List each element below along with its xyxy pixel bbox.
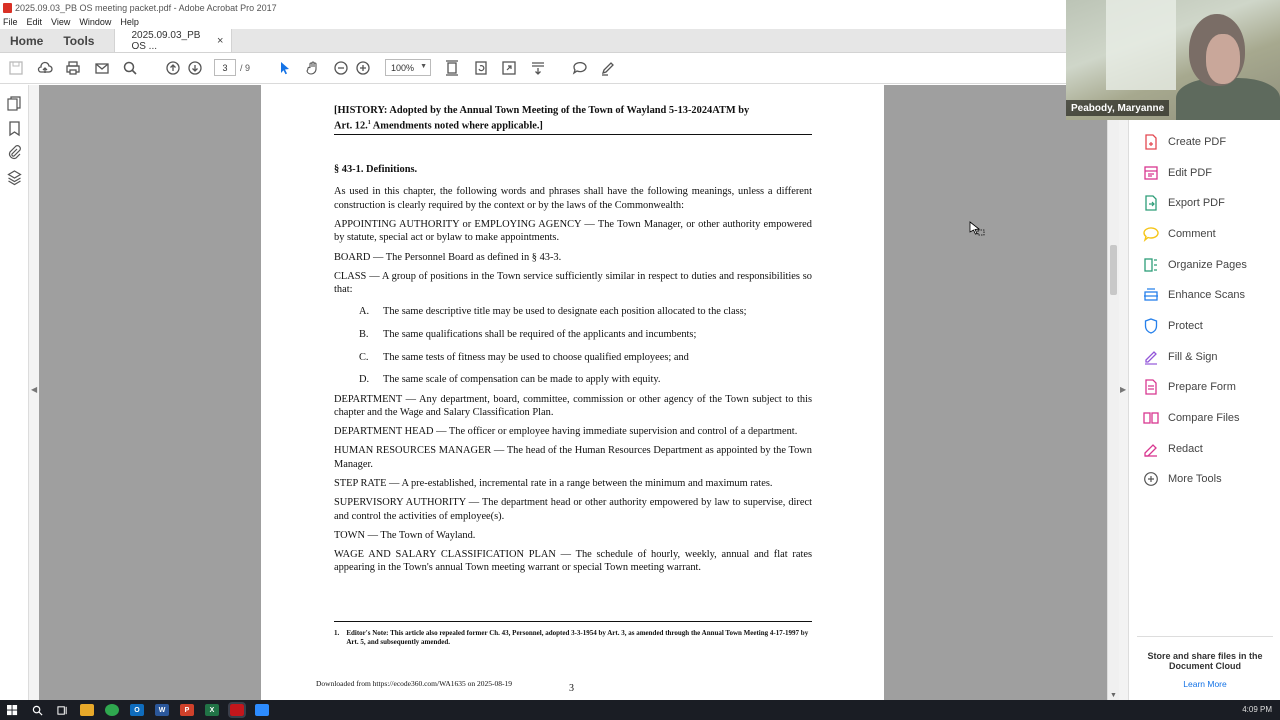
chrome-icon[interactable] [105,704,119,716]
definition-hr-manager: HUMAN RESOURCES MANAGER — The head of the Human Resources Department as appointed by the Town Manager. [334,445,812,470]
file-explorer-icon[interactable] [80,704,94,716]
footnote-text: Editor's Note: This article also repealed former Ch. 43, Personnel, adopted 3-3-1954 by Art. 3, as amended through the Annual Town Meeting 4-17-1997 by Art. 5, and subsequently amended. [346,629,809,646]
tool-label: Export PDF [1168,197,1225,209]
footnote-divider [334,621,812,622]
menu-edit[interactable]: Edit [26,17,43,27]
powerpoint-icon[interactable]: P [180,704,194,716]
chevron-down-icon: ▼ [420,63,427,70]
toolbar [0,53,1066,84]
next-page-icon[interactable] [185,58,205,78]
windows-taskbar [0,700,1280,720]
menu-bar [0,15,1066,29]
tool-label: Fill & Sign [1168,351,1218,363]
zoom-in-icon[interactable] [353,58,373,78]
edit-pdf-icon [1143,165,1159,181]
vertical-scrollbar[interactable] [1107,85,1119,700]
create-pdf-icon [1143,134,1159,150]
scroll-mode-icon[interactable] [528,58,548,78]
bookmarks-icon[interactable] [6,120,23,137]
tool-label: Protect [1168,320,1203,332]
page-total: / 9 [240,63,251,73]
chevron-left-icon: ◀ [31,385,38,394]
select-cursor-icon[interactable] [275,58,295,78]
highlight-pen-icon[interactable] [598,58,618,78]
list-item [359,373,812,386]
page-number-input[interactable]: 3 [214,59,236,76]
previous-page-icon[interactable] [163,58,183,78]
tab-document[interactable] [114,29,232,52]
mouse-cursor-icon [969,221,985,237]
list-item [359,351,812,364]
zoom-icon[interactable] [255,704,269,716]
tool-redact[interactable] [1143,439,1203,459]
history-line-2 [334,117,812,133]
list-item-text: The same scale of compensation can be made to apply with equity. [383,374,661,386]
zoom-level-value: 100% [391,62,415,73]
word-icon[interactable]: W [155,704,169,716]
history-line-1: [HISTORY: Adopted by the Annual Town Meeting of the Town of Wayland 5-13-2024ATM by [334,105,750,116]
enhance-scans-icon [1143,287,1159,303]
zoom-out-icon[interactable] [331,58,351,78]
search-icon[interactable] [120,58,140,78]
outlook-icon[interactable]: O [130,704,144,716]
class-criteria-list [359,305,812,386]
menu-file[interactable]: File [3,17,18,27]
document-cloud-promo [1137,636,1273,689]
tool-label: More Tools [1168,473,1222,485]
participant-name: Peabody, Maryanne [1066,100,1169,116]
section-heading: § 43-1. Definitions. [334,164,418,176]
page-content [334,104,812,575]
tool-label: Compare Files [1168,412,1240,424]
layers-icon[interactable] [6,169,23,186]
list-item-letter: B. [359,329,369,341]
download-footer: Downloaded from https://ecode360.com/WA1635 on 2025-08-19 [316,679,513,688]
attachments-icon[interactable] [6,144,23,161]
definition-appointing-authority: APPOINTING AUTHORITY or EMPLOYING AGENCY — The Town Manager, or other authority empowered by statute, special act or bylaw to make appointments. [334,218,812,244]
tool-label: Prepare Form [1168,381,1236,393]
tools-panel [1128,120,1280,700]
tool-protect[interactable] [1143,316,1203,336]
print-icon[interactable] [63,58,83,78]
tab-home[interactable]: Home [10,33,44,48]
redact-icon [1143,441,1159,457]
scrollbar-thumb[interactable] [1110,245,1117,295]
tool-prepare-form[interactable] [1143,377,1236,397]
window-title: 2025.09.03_PB OS meeting packet.pdf - Adobe Acrobat Pro 2017 [15,2,277,13]
start-icon[interactable] [5,704,19,716]
definition-department: DEPARTMENT — Any department, board, committee, commission or other agency of the Town subject to this chapter and the Wage and Salary Classification Plan. [334,393,812,418]
definition-department-head: DEPARTMENT HEAD — The officer or employee having immediate supervision and control of a department. [334,426,798,438]
definition-step-rate: STEP RATE — A pre-established, incremental rate in a range between the minimum and maximum rates. [334,478,773,489]
protect-icon [1143,318,1159,334]
comment-icon [1143,226,1159,242]
acrobat-taskbar-icon[interactable] [230,704,244,716]
tool-fill-sign[interactable] [1143,347,1218,367]
participant-face [1206,34,1240,84]
definition-class: CLASS — A group of positions in the Town service sufficiently similar in respect to duties and responsibilities so that: [334,270,812,296]
definition-supervisory-authority: SUPERVISORY AUTHORITY — The department head or other authority empowered by law to supervise, direct and control the activities of employee(s). [334,497,812,522]
task-view-icon[interactable] [55,704,69,716]
left-panel-toggle[interactable] [29,85,39,700]
list-item [359,305,812,318]
chevron-right-icon: ▶ [1120,385,1127,394]
video-call-tile[interactable] [1066,0,1280,120]
tab-tools[interactable]: Tools [63,33,95,48]
participant-video [1176,78,1280,120]
comment-bubble-icon[interactable] [570,58,590,78]
full-screen-icon[interactable] [499,58,519,78]
list-item-text: The same qualifications shall be required of the applicants and incumbents; [383,329,697,341]
organize-pages-icon [1143,257,1159,273]
save-icon[interactable] [6,58,26,78]
list-item-letter: D. [359,374,370,386]
tool-label: Edit PDF [1168,167,1213,179]
definition-town: TOWN — The Town of Wayland. [334,529,476,541]
tool-enhance-scans[interactable] [1143,285,1245,305]
list-item-letter: C. [359,351,369,363]
fit-page-icon[interactable] [442,58,462,78]
tool-create-pdf[interactable] [1143,132,1226,152]
history-note [334,104,812,135]
tool-more-tools[interactable] [1143,469,1222,489]
tab-bar [0,29,1066,53]
learn-more-link[interactable]: Learn More [1183,679,1227,689]
title-bar [0,0,1066,15]
intro-paragraph: As used in this chapter, the following words and phrases shall have the following meanings, unless a different construction is clearly required by the context or by the laws of the Commonwealth: [334,186,812,211]
prepare-form-icon [1143,379,1159,395]
list-item-text: The same tests of fitness may be used to choose qualified employees; and [383,351,689,363]
upload-cloud-icon[interactable] [35,58,55,78]
footnote [334,629,812,647]
taskbar-search-icon[interactable] [30,704,44,716]
tool-comment[interactable] [1143,224,1216,244]
tool-organize-pages[interactable] [1143,255,1247,275]
list-item [359,328,812,341]
page-thumbnails-icon[interactable] [6,95,23,112]
tool-label: Organize Pages [1168,259,1247,271]
history-amendments: Amendments noted where applicable.] [370,120,543,132]
menu-window[interactable]: Window [79,17,112,27]
tool-compare-files[interactable] [1143,408,1240,428]
scroll-down-icon[interactable]: ▼ [1110,692,1117,699]
definition-board: BOARD — The Personnel Board as defined in § 43-3. [334,251,562,263]
zoom-level-select[interactable] [385,59,431,76]
footnote-number: 1. [334,629,340,637]
more-tools-icon [1143,471,1159,487]
tool-label: Create PDF [1168,136,1227,148]
document-tab-label: 2025.09.03_PB OS ... [131,29,201,52]
acrobat-icon [3,3,12,13]
export-pdf-icon [1143,195,1159,211]
video-background [1106,0,1176,90]
left-navigation-rail [0,85,29,700]
list-item-letter: A. [359,306,370,318]
tool-export-pdf[interactable] [1143,193,1225,213]
list-item-text: The same descriptive title may be used to designate each position allocated to the class; [383,306,747,318]
page-number-label: 3 [569,683,574,694]
close-tab-icon[interactable]: × [217,34,224,47]
definition-wage-plan: WAGE AND SALARY CLASSIFICATION PLAN — The schedule of hourly, weekly, annual and flat rates appearing in the Town's annual Town meeting warrant or special Town meeting warrant. [334,549,812,574]
compare-files-icon [1143,410,1159,426]
excel-icon[interactable]: X [205,704,219,716]
fill-sign-icon [1143,349,1159,365]
tool-label: Enhance Scans [1168,289,1246,301]
right-panel-toggle[interactable] [1119,85,1128,700]
email-icon[interactable] [92,58,112,78]
cloud-text: Store and share files in the Document Cloud [1147,651,1263,671]
document-canvas[interactable] [39,85,1107,700]
tool-edit-pdf[interactable] [1143,163,1212,183]
history-art: Art. 12. [334,120,368,132]
rotate-page-icon[interactable] [471,58,491,78]
footnote-ref[interactable]: 1 [367,120,371,127]
tool-label: Comment [1168,228,1216,240]
menu-view[interactable]: View [51,17,71,27]
menu-help[interactable]: Help [120,17,139,27]
taskbar-clock: 4:09 PM [1242,705,1272,714]
tool-label: Redact [1168,443,1203,455]
pdf-page [261,85,884,700]
hand-tool-icon[interactable] [303,58,323,78]
